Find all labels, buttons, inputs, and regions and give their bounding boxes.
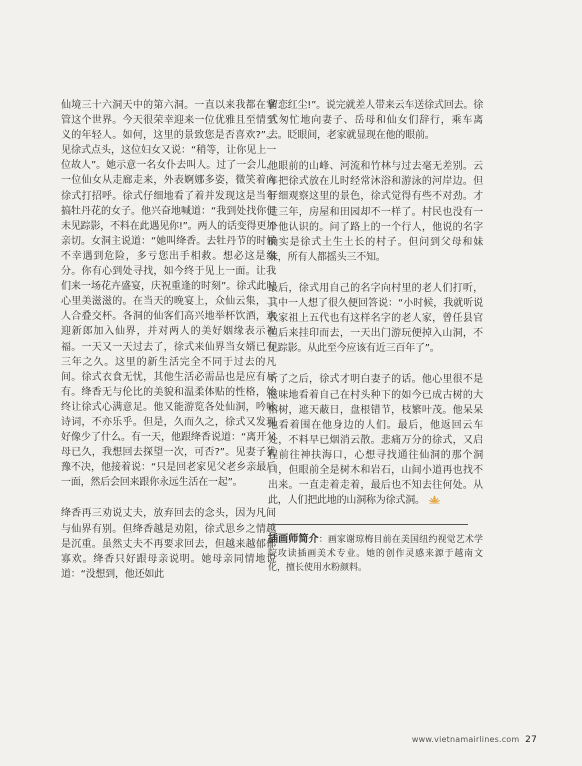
article-final-paragraph bbox=[268, 372, 483, 508]
article-paragraph: 最后，徐式用自己的名字向村里的老人们打听，其中一人想了很久便回答说：“小时候，我就听说我家祖上五代也有这样名字的老人家，曾任县官但后来挂印而去，一天出门游玩便掉入山洞，不见踪影。从此至今应该有近三百年了”。 bbox=[268, 282, 483, 355]
lotus-icon bbox=[428, 495, 441, 504]
illustrator-text: ：画家谢琼梅目前在美国纽约视觉艺术学院攻读插画美术专业。她的创作灵感来源于越南文化，擅长使用水粉颜料。 bbox=[268, 535, 483, 574]
left-column bbox=[61, 98, 276, 598]
page-number: 27 bbox=[525, 735, 537, 745]
footer-website[interactable]: www.vietnamairlines.com bbox=[411, 735, 520, 744]
illustrator-credit bbox=[268, 533, 483, 575]
article-paragraph: 仙境三十六洞天中的第六洞。一直以来我都在掌管这个世界。今天很荣幸迎来一位优雅且至情至义的年轻人。如何，这里的景致您是否喜欢?”。见徐式点头，这位妇女又说：“稍等，让你见上一位故人”。她示意一名女仆去叫人。过了一会儿，一位仙女从走廊走来，外表婀娜多姿，微笑着向徐式打招呼。徐式仔细地看了着并发现这是当年搞牡丹花的女子。他兴奋地喊道：“我到处找你但未见踪影，不料在此遇见你!”。两人的话变得更加亲切。女洞主说道：“她叫绛香。去牡丹节的时候不幸遇到危险，多亏您出手相救。想必这是缘分。你有心到处寻找，如今终于见上一面。让我们来一场花卉盛宴，庆祝重逢的时刻”。徐式此时心里美滋滋的。在当天的晚宴上，众仙云集，二人合叠交杯。各洞的仙客们高兴地举杯饮酒，欢迎新郎加入仙界，并对两人的美好姻缘表示祝福。一天又一天过去了，徐式来仙界当女婿已有三年之久。这里的新生活完全不同于过去的凡间。徐式衣食无忧，其他生活必需品也是应有尽有。绛香无与伦比的美貌和温柔体贴的性格，始终让徐式心满意足。他又能游览各处仙洞，吟咏诗词，不亦乐乎。但是，久而久之，徐式又发现好像少了什么。有一天，他跟绛香说道：“离开父母已久，我想回去探望一次，可否?”。见妻子犹豫不决，他接着说：“只是回老家见父老乡亲最后一面，然后会回来跟你永远生活在一起”。 bbox=[61, 100, 276, 489]
section-divider bbox=[268, 524, 468, 525]
right-column bbox=[268, 98, 483, 575]
illustrator-label: 插画师简介 bbox=[268, 534, 319, 546]
article-final-text: 听了之后，徐式才明白妻子的话。他心里很不是滋味地看着自己在村头种下的如今已成古树的大榕树，遮天蔽日，盘根错节，枝繁叶茂。他呆呆地看着围在他身边的人们。最后，他返回云车处，不料早已烟消云散。悲痛万分的徐式，又启程前往神扶海口，心想寻找通往仙洞的那个洞口，但眼前全是树木和岩石，山间小道再也找不出来。一直走着走着，最后也不知去往何处。从此，人们把此地的山洞称为徐式洞。 bbox=[268, 374, 483, 507]
article-paragraph: 绛香再三劝说丈夫，放弃回去的念头，因为凡间与仙界有别。但绛香越是劝阻，徐式思乡之情越是沉重。虽然丈夫不再要求回去，但越来越郁郁寡欢。绛香只好跟母亲说明。她母亲同情地说道：“没想到，他还如此 bbox=[61, 508, 276, 580]
article-paragraph: 留恋红尘!”。说完就差人带来云车送徐式回去。徐式匆忙地向妻子、岳母和仙女们辞行，乘车离去。眨眼间，老家就显现在他的眼前。 bbox=[268, 100, 483, 142]
page-footer bbox=[412, 735, 537, 745]
article-paragraph: 他眼前的山峰、河流和竹林与过去毫无差别。云车把徐式放在儿时经常沐浴和游泳的河岸边。但仔细观察这里的景色，徐式觉得有些不对劲。才走三年，房屋和田园却不一样了。村民也没有一个他认识的。问了路上的一个行人，他说的名字确实是徐式土生土长的村子。但问到父母和妹妹，所有人都摇头三不知。 bbox=[268, 161, 483, 263]
